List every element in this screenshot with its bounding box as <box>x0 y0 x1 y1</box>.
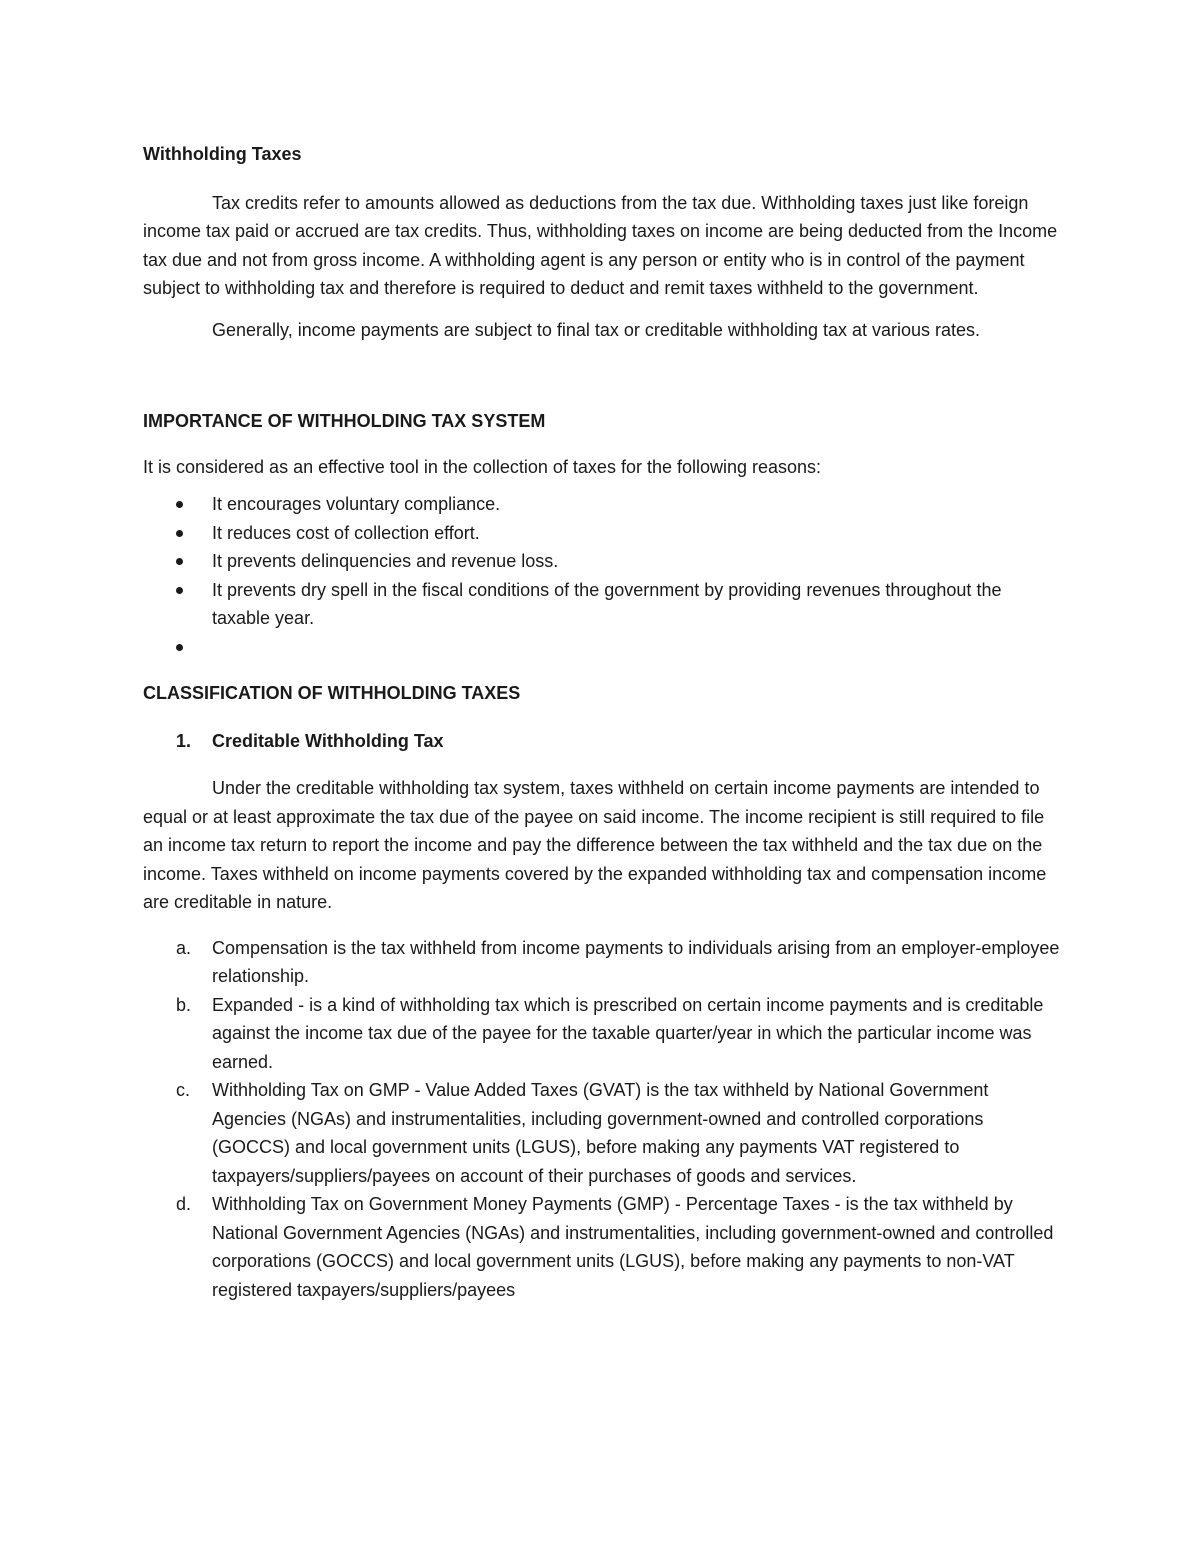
subitem-marker: b. <box>176 994 192 1015</box>
classification-heading: CLASSIFICATION OF WITHHOLDING TAXES <box>143 683 521 703</box>
importance-heading: IMPORTANCE OF WITHHOLDING TAX SYSTEM <box>143 411 546 431</box>
paragraph-tax-credits: Tax credits refer to amounts allowed as deductions from the tax due. Withholding taxes just like foreign income tax paid or accrued are tax credits. Thus, withholding taxes on income are being deducted from the Income tax due and not from gross income. A withholding agent is any person or entity who is in control of the payment subject to withholding tax and therefore is required to deduct and remit taxes withheld to the government. <box>143 192 1058 298</box>
subitem-text: Withholding Tax on Government Money Payments (GMP) - Percentage Taxes - is the tax withheld by National Government Agencies (NGAs) and instrumentalities, including government-owned and controlled corporations (GOCCS) and local government units (LGUS), before making any payments to non-VAT registered taxpayers/suppliers/payees <box>212 1194 1054 1300</box>
subitem-text: Expanded - is a kind of withholding tax which is prescribed on certain income payments and is creditable against the income tax due of the payee for the taxable quarter/year in which the particular income was earned. <box>212 994 1044 1072</box>
subitem-text: Withholding Tax on GMP - Value Added Taxes (GVAT) is the tax withheld by National Government Agencies (NGAs) and instrumentalities, including government-owned and controlled corporations (GOCCS) and local government units (LGUS), before making any payments VAT registered to taxpayers/suppliers/payees on account of their purchases of goods and services. <box>212 1080 989 1186</box>
classification-subitem-list <box>143 934 1063 1305</box>
bullet-item: It reduces cost of collection effort. <box>143 519 1063 548</box>
subitem-compensation <box>143 934 1063 991</box>
numbered-item-title: Creditable Withholding Tax <box>212 730 444 751</box>
bullet-item-empty <box>143 633 1063 662</box>
document-body <box>143 140 1063 1304</box>
bullet-item: It encourages voluntary compliance. <box>143 490 1063 519</box>
subitem-text: Compensation is the tax withheld from income payments to individuals arising from an employer-employee relationship. <box>212 937 1060 986</box>
subitem-marker: d. <box>176 1194 192 1214</box>
subitem-marker: c. <box>176 1080 191 1100</box>
importance-bullet-list <box>143 490 1063 661</box>
subitem-expanded <box>143 991 1063 1077</box>
bullet-item: It prevents dry spell in the fiscal conditions of the government by providing revenues throughout the taxable year. <box>143 576 1063 633</box>
paragraph-creditable: Under the creditable withholding tax system, taxes withheld on certain income payments are intended to equal or at least approximate the tax due of the payee on said income. The income recipient is still required to file an income tax return to report the income and pay the difference between the tax withheld and the tax due on the income. Taxes withheld on income payments covered by the expanded withholding tax and compensation income are creditable in nature. <box>143 778 1047 912</box>
numbered-item-creditable <box>143 727 1063 756</box>
subitem-gmp-percentage <box>143 1190 1063 1304</box>
numbered-marker: 1. <box>176 730 192 751</box>
subitem-marker: a. <box>176 937 192 958</box>
paragraph-income-payments: Generally, income payments are subject to final tax or creditable withholding tax at various rates. <box>212 319 981 340</box>
importance-intro: It is considered as an effective tool in the collection of taxes for the following reasons: <box>143 456 822 477</box>
subitem-gvat <box>143 1076 1063 1190</box>
bullet-item: It prevents delinquencies and revenue loss. <box>143 547 1063 576</box>
document-title: Withholding Taxes <box>143 144 302 164</box>
